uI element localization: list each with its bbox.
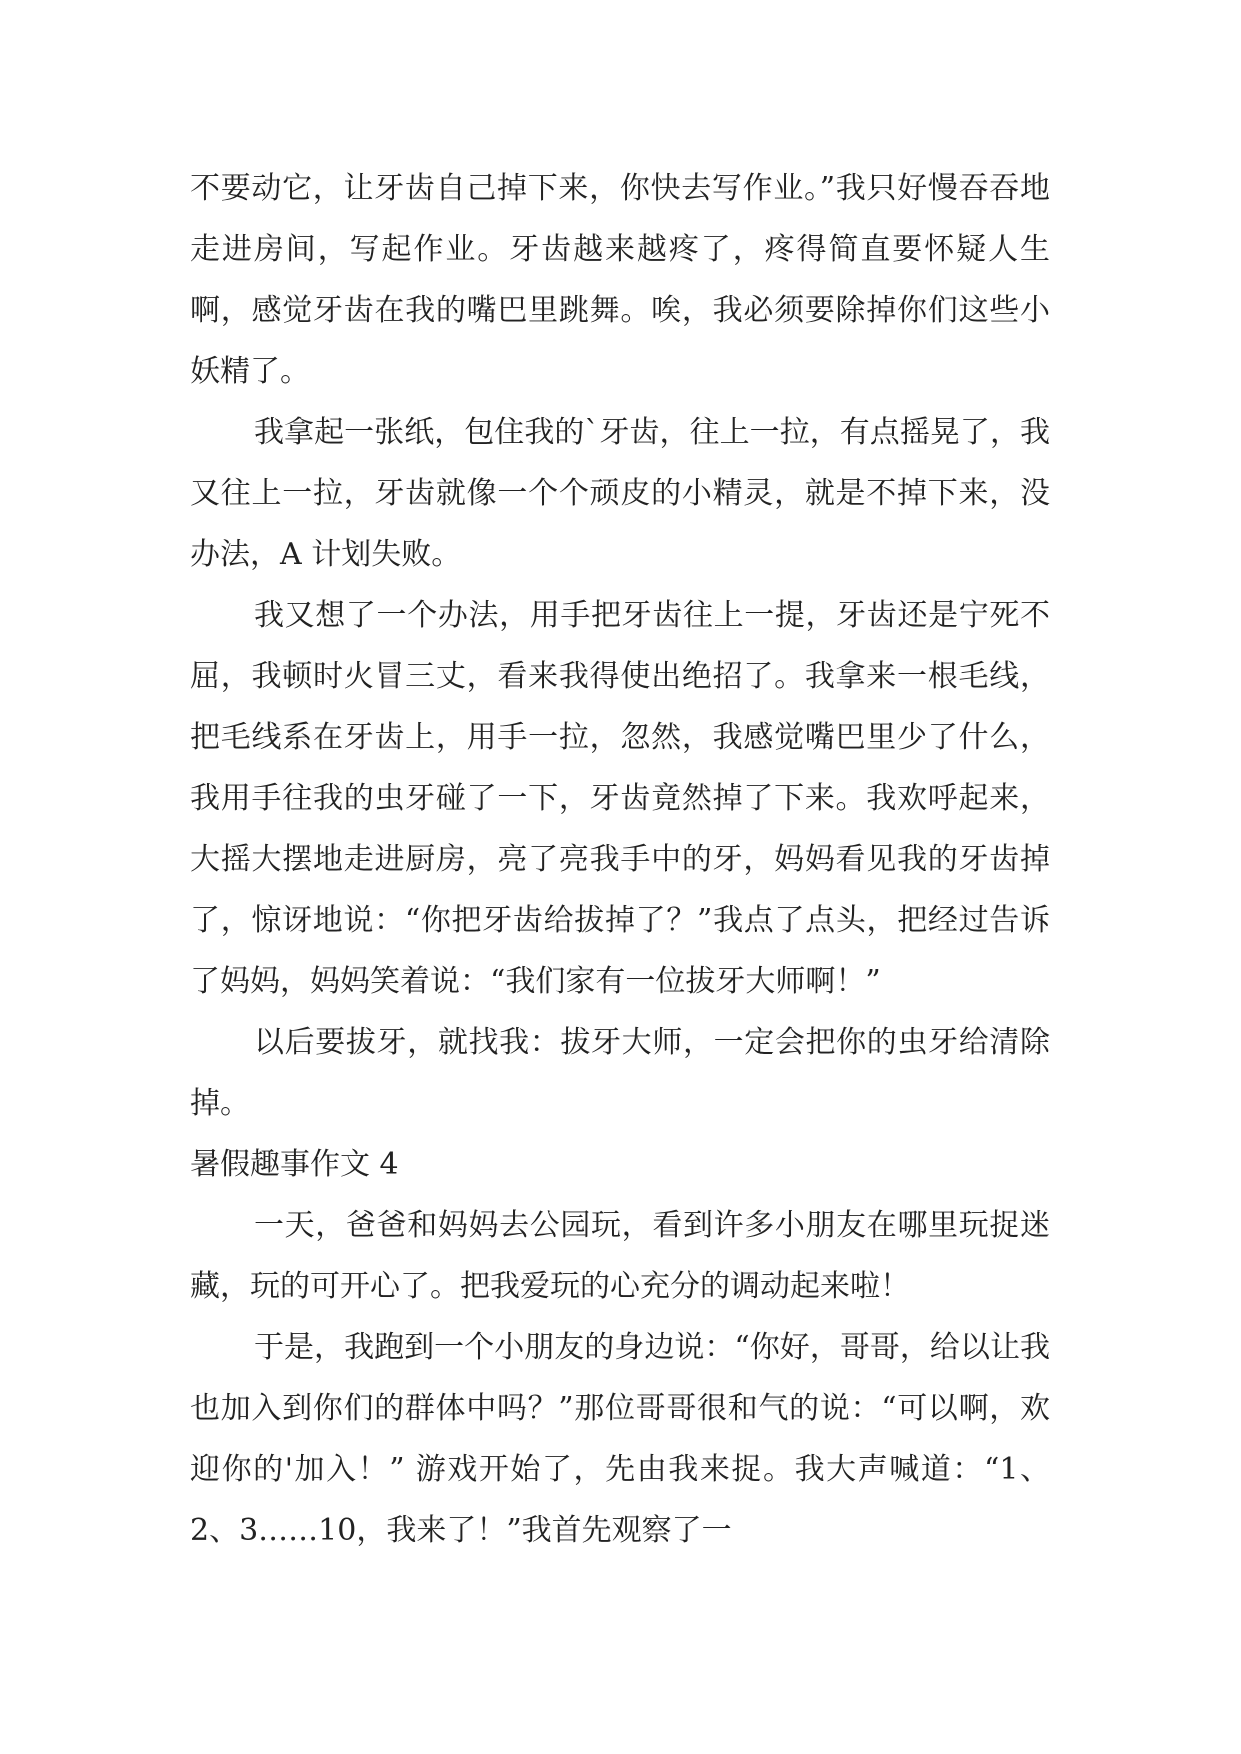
paragraph: 一天，爸爸和妈妈去公园玩，看到许多小朋友在哪里玩捉迷藏，玩的可开心了。把我爱玩的心充分的调动起来啦！ bbox=[190, 1208, 1050, 1304]
paragraph: 以后要拔牙，就找我：拔牙大师，一定会把你的虫牙给清除掉。 bbox=[190, 1025, 1050, 1121]
paragraph: 不要动它，让牙齿自己掉下来，你快去写作业。”我只好慢吞吞地走进房间，写起作业。牙齿越来越疼了，疼得简直要怀疑人生啊，感觉牙齿在我的嘴巴里跳舞。唉，我必须要除掉你们这些小妖精了。 bbox=[190, 171, 1050, 389]
document-body bbox=[190, 158, 1050, 1561]
paragraph: 我又想了一个办法，用手把牙齿往上一提，牙齿还是宁死不屈，我顿时火冒三丈，看来我得使出绝招了。我拿来一根毛线，把毛线系在牙齿上，用手一拉，忽然，我感觉嘴巴里少了什么，我用手往我的虫牙碰了一下，牙齿竟然掉了下来。我欢呼起来，大摇大摆地走进厨房，亮了亮我手中的牙，妈妈看见我的牙齿掉了，惊讶地说：“你把牙齿给拔掉了？”我点了点头，把经过告诉了妈妈，妈妈笑着说：“我们家有一位拔牙大师啊！” bbox=[190, 598, 1050, 999]
paragraph: 我拿起一张纸，包住我的`牙齿，往上一拉，有点摇晃了，我又往上一拉，牙齿就像一个个顽皮的小精灵，就是不掉下来，没办法，A 计划失败。 bbox=[190, 415, 1050, 572]
section-heading: 暑假趣事作文 4 bbox=[190, 1147, 399, 1182]
paragraph: 于是，我跑到一个小朋友的身边说：“你好，哥哥，给以让我也加入到你们的群体中吗？”那位哥哥很和气的说：“可以啊，欢迎你的'加入！” 游戏开始了，先由我来捉。我大声喊道：“1、2、3……10，我来了！”我首先观察了一 bbox=[190, 1330, 1050, 1548]
